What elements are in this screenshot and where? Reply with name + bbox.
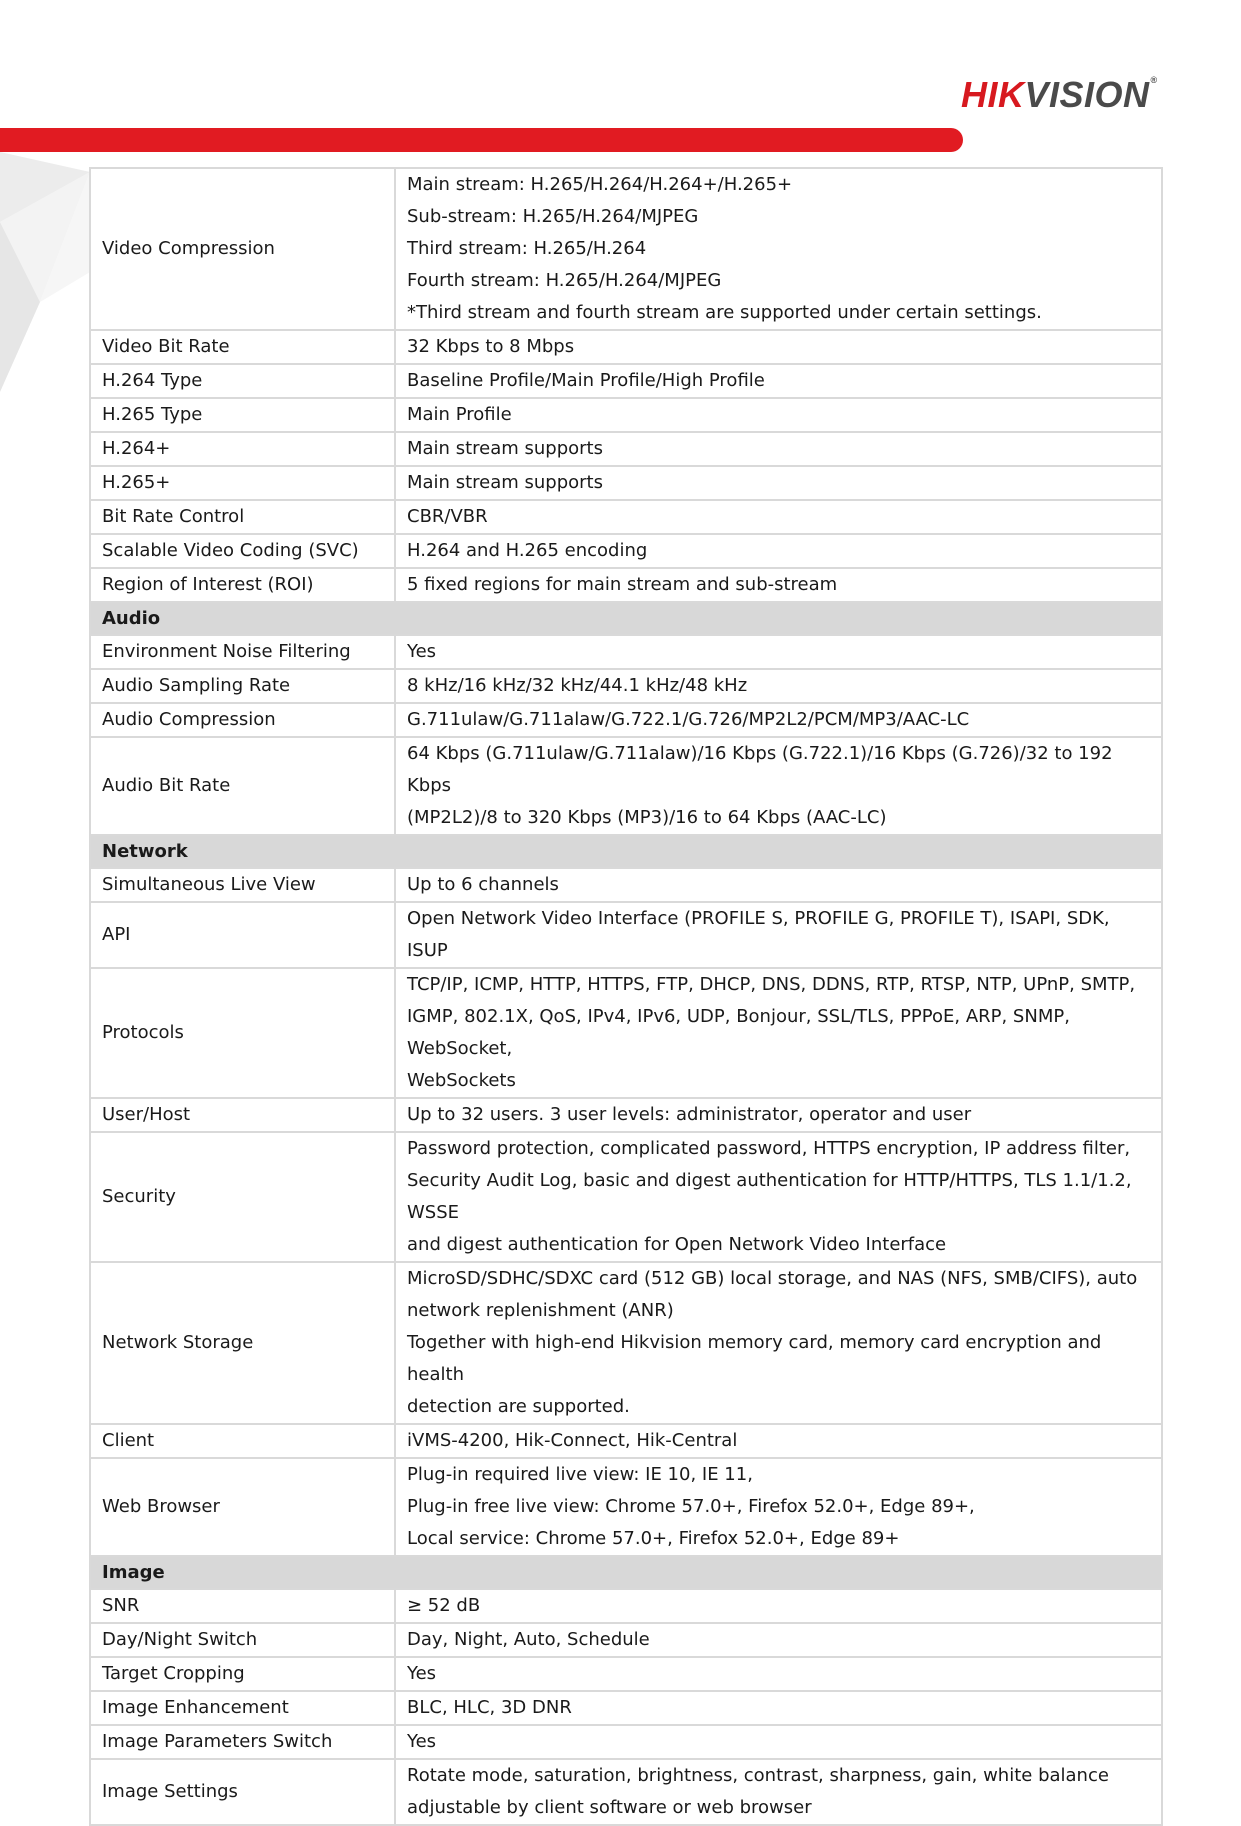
spec-value-line: Fourth stream: H.265/H.264/MJPEG	[407, 270, 722, 291]
spec-label: Image Settings	[90, 1759, 395, 1825]
header-red-bar	[0, 128, 963, 152]
spec-value-line: detection are supported.	[407, 1396, 630, 1417]
table-row	[90, 1262, 1162, 1424]
spec-label: Video Bit Rate	[90, 330, 395, 364]
spec-value-line: iVMS-4200, Hik-Connect, Hik-Central	[407, 1430, 738, 1451]
table-row	[90, 398, 1162, 432]
logo-text-red: HIK	[961, 74, 1025, 115]
spec-value-line: Plug-in required live view: IE 10, IE 11,	[407, 1464, 753, 1485]
spec-label: H.264 Type	[90, 364, 395, 398]
hikvision-logo	[961, 60, 1158, 115]
spec-label: H.265+	[90, 466, 395, 500]
spec-label: Video Compression	[90, 168, 395, 330]
table-row	[90, 1458, 1162, 1556]
spec-value-line: CBR/VBR	[407, 506, 488, 527]
section-header-row	[90, 835, 1162, 868]
spec-value	[395, 1424, 1162, 1458]
table-row	[90, 669, 1162, 703]
spec-value	[395, 466, 1162, 500]
spec-value	[395, 330, 1162, 364]
spec-label: Target Cropping	[90, 1657, 395, 1691]
table-row	[90, 364, 1162, 398]
spec-value	[395, 902, 1162, 968]
table-row	[90, 534, 1162, 568]
table-row	[90, 466, 1162, 500]
spec-value	[395, 398, 1162, 432]
table-row	[90, 968, 1162, 1098]
spec-value-line: Rotate mode, saturation, brightness, contrast, sharpness, gain, white balance	[407, 1765, 1109, 1786]
spec-value-line: Yes	[407, 1663, 437, 1684]
registered-mark: ®	[1150, 75, 1158, 85]
spec-value	[395, 635, 1162, 669]
section-header-row	[90, 602, 1162, 635]
spec-value-line: Plug-in free live view: Chrome 57.0+, Firefox 52.0+, Edge 89+,	[407, 1496, 975, 1517]
table-row	[90, 432, 1162, 466]
table-row	[90, 737, 1162, 835]
spec-label: Environment Noise Filtering	[90, 635, 395, 669]
spec-value-line: 5 fixed regions for main stream and sub-stream	[407, 574, 838, 595]
spec-value-line: Sub-stream: H.265/H.264/MJPEG	[407, 206, 699, 227]
spec-value	[395, 500, 1162, 534]
spec-label: Region of Interest (ROI)	[90, 568, 395, 602]
spec-label: Client	[90, 1424, 395, 1458]
spec-label: Bit Rate Control	[90, 500, 395, 534]
spec-value	[395, 1458, 1162, 1556]
section-title: Image	[90, 1556, 1162, 1589]
section-title: Audio	[90, 602, 1162, 635]
table-row	[90, 1725, 1162, 1759]
spec-label: Network Storage	[90, 1262, 395, 1424]
spec-value-line: IGMP, 802.1X, QoS, IPv4, IPv6, UDP, Bonjour, SSL/TLS, PPPoE, ARP, SNMP, WebSocket,	[407, 1006, 1070, 1059]
spec-label: SNR	[90, 1589, 395, 1623]
table-row	[90, 635, 1162, 669]
spec-value-line: TCP/IP, ICMP, HTTP, HTTPS, FTP, DHCP, DNS, DDNS, RTP, RTSP, NTP, UPnP, SMTP,	[407, 974, 1136, 995]
spec-value	[395, 868, 1162, 902]
spec-value	[395, 968, 1162, 1098]
spec-value	[395, 568, 1162, 602]
spec-value-line: 8 kHz/16 kHz/32 kHz/44.1 kHz/48 kHz	[407, 675, 748, 696]
spec-value-line: Main stream: H.265/H.264/H.264+/H.265+	[407, 174, 793, 195]
section-header-row	[90, 1556, 1162, 1589]
spec-value-line: Baseline Profile/Main Profile/High Profile	[407, 370, 765, 391]
spec-value	[395, 1132, 1162, 1262]
spec-value	[395, 1623, 1162, 1657]
spec-value-line: Main stream supports	[407, 472, 603, 493]
spec-value	[395, 1262, 1162, 1424]
spec-value-line: Yes	[407, 1731, 437, 1752]
table-row	[90, 500, 1162, 534]
spec-value-line: 64 Kbps (G.711ulaw/G.711alaw)/16 Kbps (G.722.1)/16 Kbps (G.726)/32 to 192 Kbps	[407, 743, 1113, 796]
spec-value-line: H.264 and H.265 encoding	[407, 540, 648, 561]
spec-value-line: and digest authentication for Open Network Video Interface	[407, 1234, 947, 1255]
spec-value	[395, 1691, 1162, 1725]
spec-value-line: Main stream supports	[407, 438, 603, 459]
table-row	[90, 168, 1162, 330]
table-row	[90, 1589, 1162, 1623]
section-title: Network	[90, 835, 1162, 868]
spec-table	[89, 167, 1163, 1826]
table-row	[90, 1132, 1162, 1262]
spec-label: H.264+	[90, 432, 395, 466]
table-row	[90, 1657, 1162, 1691]
spec-label: Audio Compression	[90, 703, 395, 737]
spec-value	[395, 669, 1162, 703]
spec-value-line: (MP2L2)/8 to 320 Kbps (MP3)/16 to 64 Kbps (AAC-LC)	[407, 807, 887, 828]
spec-value-line: Main Profile	[407, 404, 512, 425]
spec-value-line: ≥ 52 dB	[407, 1595, 481, 1616]
spec-label: Protocols	[90, 968, 395, 1098]
table-row	[90, 703, 1162, 737]
table-row	[90, 330, 1162, 364]
spec-value	[395, 1657, 1162, 1691]
spec-value-line: *Third stream and fourth stream are supported under certain settings.	[407, 302, 1042, 323]
table-row	[90, 1759, 1162, 1825]
table-row	[90, 1623, 1162, 1657]
spec-label: Audio Sampling Rate	[90, 669, 395, 703]
spec-value-line: adjustable by client software or web browser	[407, 1797, 812, 1818]
spec-value	[395, 1098, 1162, 1132]
spec-value-line: Open Network Video Interface (PROFILE S, PROFILE G, PROFILE T), ISAPI, SDK, ISUP	[407, 908, 1110, 961]
spec-value-line: G.711ulaw/G.711alaw/G.722.1/G.726/MP2L2/PCM/MP3/AAC-LC	[407, 709, 970, 730]
spec-value-line: network replenishment (ANR)	[407, 1300, 674, 1321]
spec-value	[395, 168, 1162, 330]
table-row	[90, 868, 1162, 902]
spec-value-line: Day, Night, Auto, Schedule	[407, 1629, 650, 1650]
spec-label: Web Browser	[90, 1458, 395, 1556]
table-row	[90, 1098, 1162, 1132]
spec-value	[395, 1589, 1162, 1623]
spec-label: Scalable Video Coding (SVC)	[90, 534, 395, 568]
spec-value-line: Up to 6 channels	[407, 874, 559, 895]
spec-label: API	[90, 902, 395, 968]
spec-value	[395, 737, 1162, 835]
table-row	[90, 568, 1162, 602]
spec-label: Image Enhancement	[90, 1691, 395, 1725]
table-row	[90, 1691, 1162, 1725]
spec-value	[395, 1725, 1162, 1759]
spec-value-line: Local service: Chrome 57.0+, Firefox 52.0+, Edge 89+	[407, 1528, 900, 1549]
spec-label: H.265 Type	[90, 398, 395, 432]
spec-value	[395, 703, 1162, 737]
spec-value-line: Third stream: H.265/H.264	[407, 238, 647, 259]
spec-label: Image Parameters Switch	[90, 1725, 395, 1759]
spec-value	[395, 1759, 1162, 1825]
spec-label: Simultaneous Live View	[90, 868, 395, 902]
spec-label: Audio Bit Rate	[90, 737, 395, 835]
spec-label: Security	[90, 1132, 395, 1262]
spec-value-line: Security Audit Log, basic and digest authentication for HTTP/HTTPS, TLS 1.1/1.2, WSSE	[407, 1170, 1132, 1223]
logo-text-gray: VISION	[1024, 74, 1150, 115]
spec-value-line: WebSockets	[407, 1070, 516, 1091]
spec-value-line: Up to 32 users. 3 user levels: administrator, operator and user	[407, 1104, 972, 1125]
table-row	[90, 902, 1162, 968]
spec-value	[395, 364, 1162, 398]
table-row	[90, 1424, 1162, 1458]
spec-value-line: Together with high-end Hikvision memory card, memory card encryption and health	[407, 1332, 1102, 1385]
spec-value-line: 32 Kbps to 8 Mbps	[407, 336, 575, 357]
decorative-triangles	[0, 152, 90, 402]
spec-label: User/Host	[90, 1098, 395, 1132]
spec-value-line: BLC, HLC, 3D DNR	[407, 1697, 572, 1718]
spec-value-line: MicroSD/SDHC/SDXC card (512 GB) local storage, and NAS (NFS, SMB/CIFS), auto	[407, 1268, 1138, 1289]
spec-value	[395, 534, 1162, 568]
spec-label: Day/Night Switch	[90, 1623, 395, 1657]
spec-value-line: Yes	[407, 641, 437, 662]
spec-value-line: Password protection, complicated password, HTTPS encryption, IP address filter,	[407, 1138, 1131, 1159]
spec-value	[395, 432, 1162, 466]
